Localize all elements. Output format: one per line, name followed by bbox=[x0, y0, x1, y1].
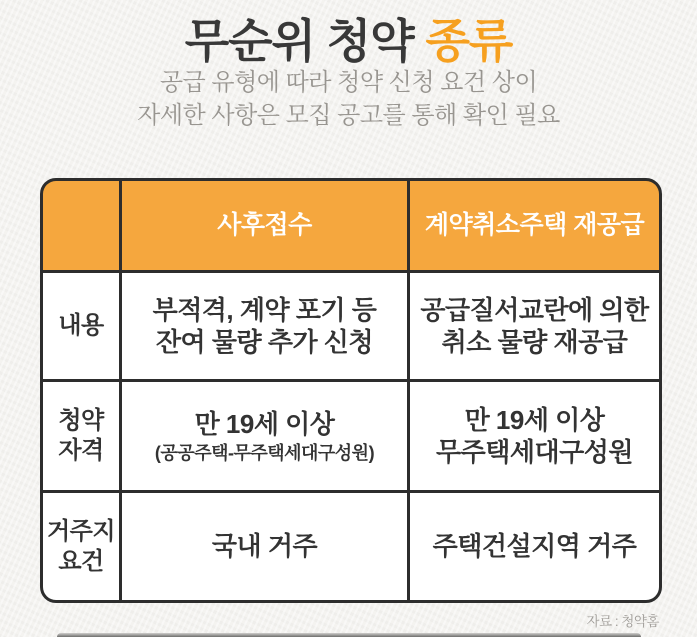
cell-line: 국내 거주 bbox=[211, 531, 318, 562]
cutoff-bottom-element bbox=[57, 633, 641, 637]
cell-residence-after-receipt bbox=[122, 493, 407, 600]
cell-line: 잔여 물량 추가 신청 bbox=[155, 327, 374, 357]
row-label-residence bbox=[43, 493, 119, 600]
header-label: 계약취소주택 재공급 bbox=[424, 210, 645, 239]
cell-line: 취소 물량 재공급 bbox=[441, 327, 628, 357]
cell-eligibility-after-receipt bbox=[122, 382, 407, 490]
cell-line: 부적격, 계약 포기 등 bbox=[152, 294, 377, 325]
subtitle-line-2: 자세한 사항은 모집 공고를 통해 확인 필요 bbox=[137, 102, 560, 129]
subtitle-line-1: 공급 유형에 따라 청약 신청 요건 상이 bbox=[159, 69, 538, 96]
row-label-text: 요건 bbox=[58, 547, 104, 575]
cell-content-cancelled-resupply bbox=[410, 273, 659, 379]
page-subtitle bbox=[0, 66, 697, 132]
cell-residence-cancelled-resupply bbox=[410, 493, 659, 600]
page-title bbox=[0, 5, 697, 71]
cell-line: 무주택세대구성원 bbox=[436, 437, 633, 467]
page-title-main: 무순위 청약 bbox=[184, 15, 426, 67]
cell-content-after-receipt bbox=[122, 273, 407, 379]
row-label-text: 청약 bbox=[58, 407, 104, 434]
cell-line: 만 19세 이상 bbox=[464, 404, 605, 435]
row-label-eligibility bbox=[43, 382, 119, 490]
cell-eligibility-cancelled-resupply bbox=[410, 382, 659, 490]
row-label-content bbox=[43, 273, 119, 379]
cell-line: 공급질서교란에 의한 bbox=[420, 294, 649, 325]
source-credit: 자료 : 청약홈 bbox=[586, 614, 659, 629]
row-label-text: 내용 bbox=[58, 312, 104, 339]
header-cell-after-receipt bbox=[122, 181, 407, 270]
header-label: 사후접수 bbox=[217, 210, 312, 239]
cell-line: 만 19세 이상 bbox=[194, 408, 335, 439]
row-label-text: 자격 bbox=[58, 437, 104, 464]
header-cell-cancelled-resupply bbox=[410, 181, 659, 270]
cell-subline: (공공주택-무주택세대구성원) bbox=[154, 443, 375, 463]
header-cell-empty bbox=[43, 181, 119, 270]
row-label-text: 거주지 bbox=[46, 517, 116, 545]
comparison-table bbox=[40, 178, 662, 603]
page-title-accent: 종류 bbox=[425, 15, 513, 67]
cell-line: 주택건설지역 거주 bbox=[432, 531, 637, 562]
